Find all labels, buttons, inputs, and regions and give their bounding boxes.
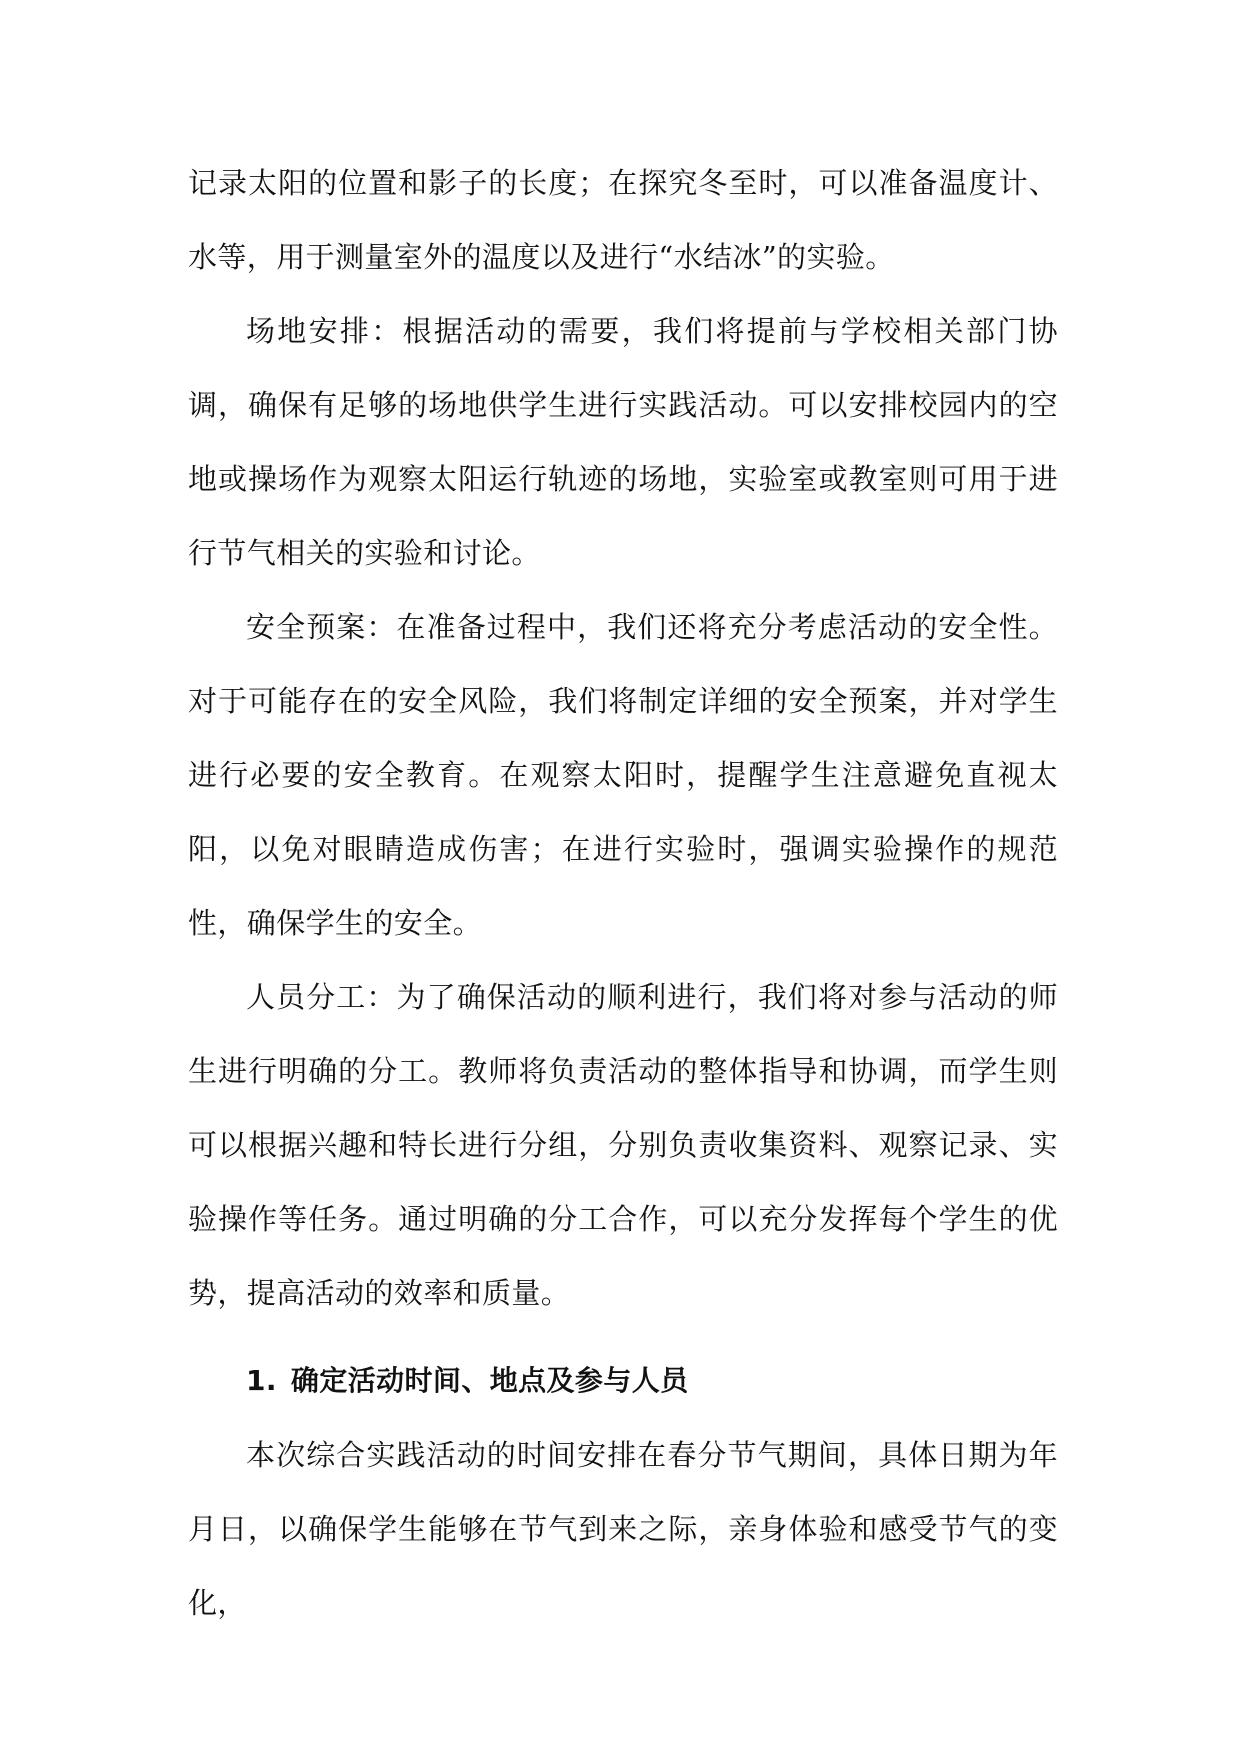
paragraph-schedule: 本次综合实践活动的时间安排在春分节气期间，具体日期为年月日，以确保学生能够在节气到来之际，亲身体验和感受节气的变化，	[188, 1438, 1058, 1620]
paragraph-continuation: 记录太阳的位置和影子的长度；在探究冬至时，可以准备温度计、水等，用于测量室外的温度以及进行“水结冰”的实验。	[188, 166, 1058, 274]
paragraph-safety: 安全预案：在准备过程中，我们还将充分考虑活动的安全性。对于可能存在的安全风险，我们将制定详细的安全预案，并对学生进行必要的安全教育。在观察太阳时，提醒学生注意避免直视太阳，以免对眼睛造成伤害；在进行实验时，强调实验操作的规范性，确保学生的安全。	[188, 610, 1058, 940]
paragraph-venue: 场地安排：根据活动的需要，我们将提前与学校相关部门协调，确保有足够的场地供学生进行实践活动。可以安排校园内的空地或操场作为观察太阳运行轨迹的场地，实验室或教室则可用于进行节气相关的实验和讨论。	[188, 314, 1058, 570]
section-number: 1.	[246, 1364, 277, 1397]
section-heading	[188, 1344, 1058, 1418]
paragraph-staffing: 人员分工：为了确保活动的顺利进行，我们将对参与活动的师生进行明确的分工。教师将负责活动的整体指导和协调，而学生则可以根据兴趣和特长进行分组，分别负责收集资料、观察记录、实验操作等任务。通过明确的分工合作，可以充分发挥每个学生的优势，提高活动的效率和质量。	[188, 980, 1058, 1310]
section-title: 确定活动时间、地点及参与人员	[290, 1364, 689, 1397]
document-body	[188, 146, 1058, 1640]
